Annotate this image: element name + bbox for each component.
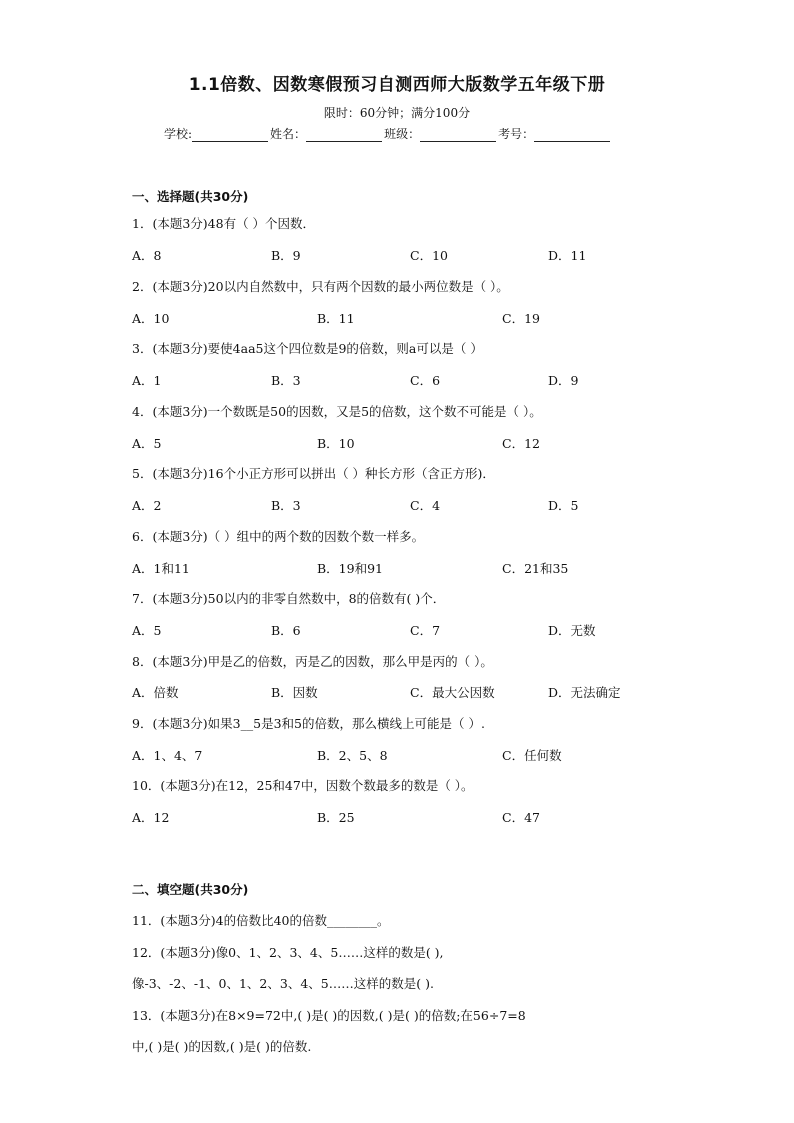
page-title: 1.1倍数、因数寒假预习自测西师大版数学五年级下册 bbox=[188, 75, 606, 95]
option-d[interactable]: D．无法确定 bbox=[548, 685, 621, 700]
question-13-line-2: 中,( )是( )的因数,( )是( )的倍数. bbox=[132, 1039, 312, 1054]
exam-number-blank[interactable] bbox=[534, 127, 610, 142]
option-c[interactable]: C．7 bbox=[410, 623, 441, 638]
options-3 bbox=[132, 371, 692, 387]
question-7: 7．(本题3分)50以内的非零自然数中，8的倍数有( )个． bbox=[132, 591, 446, 606]
option-b[interactable]: B．10 bbox=[317, 436, 355, 451]
options-4 bbox=[132, 434, 692, 450]
student-info-row bbox=[164, 125, 634, 142]
option-a[interactable]: A．1 bbox=[132, 373, 162, 388]
options-5 bbox=[132, 496, 692, 512]
option-c[interactable]: C．19 bbox=[502, 311, 540, 326]
options-10 bbox=[132, 808, 692, 824]
option-b[interactable]: B．3 bbox=[271, 498, 301, 513]
option-d[interactable]: D．无数 bbox=[548, 623, 596, 638]
option-b[interactable]: B．9 bbox=[271, 248, 301, 263]
exam-number-field: 考号： bbox=[498, 125, 610, 142]
section-title-choice: 一、选择题(共30分) bbox=[132, 189, 249, 204]
option-d[interactable]: D．5 bbox=[548, 498, 579, 513]
option-c[interactable]: C．6 bbox=[410, 373, 441, 388]
question-10: 10．(本题3分)在12，25和47中，因数个数最多的数是（ ）。 bbox=[132, 778, 474, 793]
option-a[interactable]: A．1、4、7 bbox=[132, 748, 203, 763]
question-4: 4．(本题3分)一个数既是50的因数，又是5的倍数，这个数不可能是（ ）。 bbox=[132, 404, 542, 419]
option-a[interactable]: A．2 bbox=[132, 498, 162, 513]
question-6: 6．(本题3分)（ ）组中的两个数的因数个数一样多。 bbox=[132, 529, 425, 544]
options-8 bbox=[132, 683, 692, 699]
option-c[interactable]: C．21和35 bbox=[502, 561, 569, 576]
option-b[interactable]: B．因数 bbox=[271, 685, 318, 700]
options-2 bbox=[132, 309, 692, 325]
name-field: 姓名： bbox=[270, 125, 382, 142]
question-8: 8．(本题3分)甲是乙的倍数，丙是乙的因数，那么甲是丙的（ ）。 bbox=[132, 654, 493, 669]
options-1 bbox=[132, 246, 692, 262]
option-a[interactable]: A．5 bbox=[132, 623, 162, 638]
option-c[interactable]: C．最大公因数 bbox=[410, 685, 495, 700]
question-1: 1．(本题3分)48有（ ）个因数． bbox=[132, 216, 316, 231]
option-c[interactable]: C．10 bbox=[410, 248, 448, 263]
option-a[interactable]: A．12 bbox=[132, 810, 170, 825]
option-a[interactable]: A．8 bbox=[132, 248, 162, 263]
option-c[interactable]: C．4 bbox=[410, 498, 441, 513]
option-b[interactable]: B．6 bbox=[271, 623, 301, 638]
school-blank[interactable] bbox=[192, 127, 268, 142]
class-blank[interactable] bbox=[420, 127, 496, 142]
option-c[interactable]: C．47 bbox=[502, 810, 540, 825]
option-c[interactable]: C．任何数 bbox=[502, 748, 562, 763]
question-3: 3．(本题3分)要使4aa5这个四位数是9的倍数，则a可以是（ ） bbox=[132, 341, 483, 356]
options-6 bbox=[132, 559, 692, 575]
option-c[interactable]: C．12 bbox=[502, 436, 540, 451]
class-field: 班级： bbox=[384, 125, 496, 142]
question-5: 5．(本题3分)16个小正方形可以拼出（ ）种长方形（含正方形)． bbox=[132, 466, 495, 481]
question-11: 11．(本题3分)4的倍数比40的倍数________。 bbox=[132, 913, 390, 928]
question-13-line-1: 13．(本题3分)在8×9=72中,( )是( )的因数,( )是( )的倍数;在56÷7=8 bbox=[132, 1008, 526, 1023]
options-9 bbox=[132, 746, 692, 762]
option-a[interactable]: A．10 bbox=[132, 311, 170, 326]
time-score-info: 限时：60分钟；满分100分 bbox=[323, 106, 471, 120]
option-a[interactable]: A．5 bbox=[132, 436, 162, 451]
option-b[interactable]: B．25 bbox=[317, 810, 355, 825]
question-12-line-2: 像-3、-2、-1、0、1、2、3、4、5……这样的数是( ). bbox=[132, 976, 434, 991]
question-9: 9．(本题3分)如果3__5是3和5的倍数，那么横线上可能是（ ）. bbox=[132, 716, 485, 731]
option-a[interactable]: A．倍数 bbox=[132, 685, 179, 700]
option-b[interactable]: B．19和91 bbox=[317, 561, 383, 576]
option-d[interactable]: D．9 bbox=[548, 373, 579, 388]
school-field: 学校: bbox=[164, 125, 268, 142]
section-title-fill-blank: 二、填空题(共30分) bbox=[132, 882, 249, 897]
option-b[interactable]: B．3 bbox=[271, 373, 301, 388]
options-7 bbox=[132, 621, 692, 637]
question-2: 2．(本题3分)20以内自然数中，只有两个因数的最小两位数是（ ）。 bbox=[132, 279, 509, 294]
option-b[interactable]: B．11 bbox=[317, 311, 355, 326]
name-blank[interactable] bbox=[306, 127, 382, 142]
option-b[interactable]: B．2、5、8 bbox=[317, 748, 388, 763]
option-a[interactable]: A．1和11 bbox=[132, 561, 190, 576]
option-d[interactable]: D．11 bbox=[548, 248, 587, 263]
question-12-line-1: 12．(本题3分)像0、1、2、3、4、5……这样的数是( ), bbox=[132, 945, 444, 960]
